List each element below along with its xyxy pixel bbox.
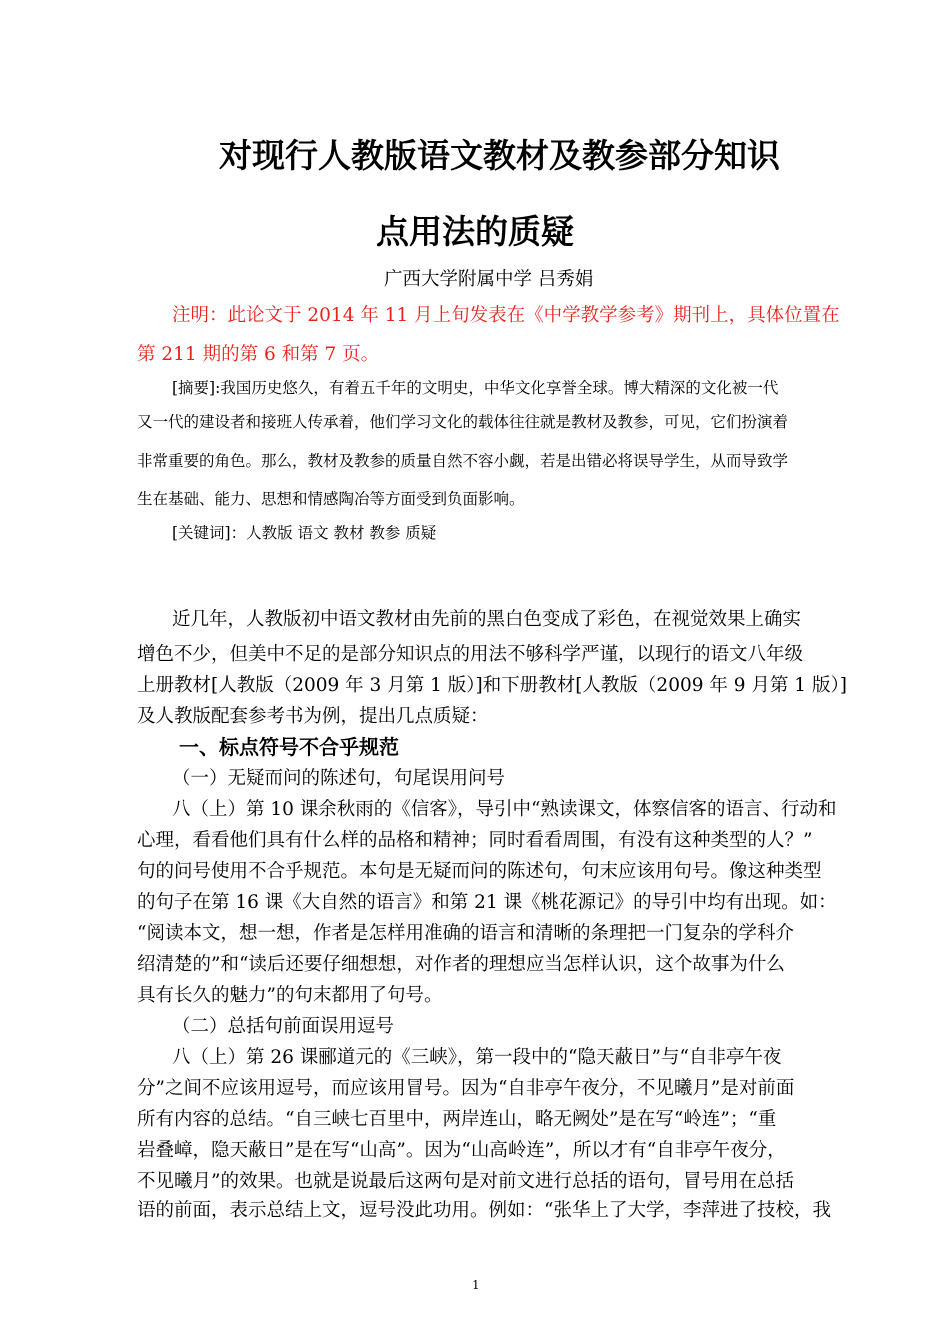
subsection-1-line-1: 八（上）第 10 课余秋雨的《信客》，导引中“熟读课文，体察信客的语言、行动和 <box>172 799 837 820</box>
publication-note-line-1: 注明：此论文于 2014 年 11 月上旬发表在《中学教学参考》期刊上，具体位置在 <box>172 305 840 326</box>
subsection-1-line-7: 具有长久的魅力”的句末都用了句号。 <box>137 985 443 1006</box>
author-line: 广西大学附属中学 吕秀娟 <box>384 269 594 290</box>
abstract-line-4: 生在基础、能力、思想和情感陶冶等方面受到负面影响。 <box>137 490 525 508</box>
subsection-2-line-3: 所有内容的总结。“自三峡七百里中，两岸连山，略无阙处”是在写“岭连”；“重 <box>137 1109 777 1130</box>
subsection-1-heading: （一）无疑而问的陈述句，句尾误用问号 <box>172 768 506 789</box>
subsection-1-line-3: 句的问号使用不合乎规范。本句是无疑而问的陈述句，句末应该用句号。像这种类型 <box>137 861 822 882</box>
abstract-line-2: 又一代的建设者和接班人传承着，他们学习文化的载体往往就是教材及教参，可见，它们扮演着 <box>137 413 789 431</box>
subsection-2-heading: （二）总括句前面误用逗号 <box>172 1016 395 1037</box>
abstract-line-1: [摘要]:我国历史悠久，有着五千年的文明史，中华文化享誉全球。博大精深的文化被一代 <box>172 379 779 397</box>
subsection-1-line-2: 心理，看看他们具有什么样的品格和精神；同时看看周围，有没有这种类型的人？” <box>137 830 813 851</box>
subsection-2-line-4: 岩叠嶂，隐天蔽日”是在写“山高”。因为“山高岭连”，所以才有“自非亭午夜分， <box>137 1140 786 1161</box>
section-1-heading: 一、标点符号不合乎规范 <box>179 735 399 759</box>
subsection-2-line-2: 分”之间不应该用逗号，而应该用冒号。因为“自非亭午夜分，不见曦月”是对前面 <box>137 1078 795 1099</box>
title-line-2: 点用法的质疑 <box>376 212 574 251</box>
subsection-2-line-6: 语的前面，表示总结上文，逗号没此功用。例如：“张华上了大学，李萍进了技校，我 <box>137 1200 831 1221</box>
intro-line-3: 上册教材[人教版（2009 年 3 月第 1 版）]和下册教材[人教版（2009 年 9 月第 1 版）] <box>137 675 847 696</box>
intro-line-4: 及人教版配套参考书为例，提出几点质疑： <box>137 706 489 727</box>
subsection-2-line-1: 八（上）第 26 课郦道元的《三峡》，第一段中的“隐天蔽日”与“自非亭午夜 <box>172 1047 782 1068</box>
title-line-1: 对现行人教版语文教材及教参部分知识 <box>219 136 780 175</box>
subsection-1-line-6: 绍清楚的”和“读后还要仔细想想，对作者的理想应当怎样认识，这个故事为什么 <box>137 954 785 975</box>
subsection-1-line-5: “阅读本文，想一想，作者是怎样用准确的语言和清晰的条理把一门复杂的学科介 <box>137 923 794 944</box>
subsection-1-line-4: 的句子在第 16 课《大自然的语言》和第 21 课《桃花源记》的导引中均有出现。如： <box>137 892 837 913</box>
page-number: 1 <box>472 1278 480 1292</box>
keywords-line: [关键词]：人教版 语文 教材 教参 质疑 <box>172 524 437 542</box>
subsection-2-line-5: 不见曦月”的效果。也就是说最后这两句是对前文进行总括的语句，冒号用在总括 <box>137 1171 794 1192</box>
intro-line-1: 近几年，人教版初中语文教材由先前的黑白色变成了彩色，在视觉效果上确实 <box>172 609 802 630</box>
intro-line-2: 增色不少，但美中不足的是部分知识点的用法不够科学严谨，以现行的语文八年级 <box>137 644 804 665</box>
publication-note-line-2: 第 211 期的第 6 和第 7 页。 <box>137 344 380 365</box>
abstract-line-3: 非常重要的角色。那么，教材及教参的质量自然不容小觑，若是出错必将误导学生，从而导致学 <box>137 452 789 470</box>
